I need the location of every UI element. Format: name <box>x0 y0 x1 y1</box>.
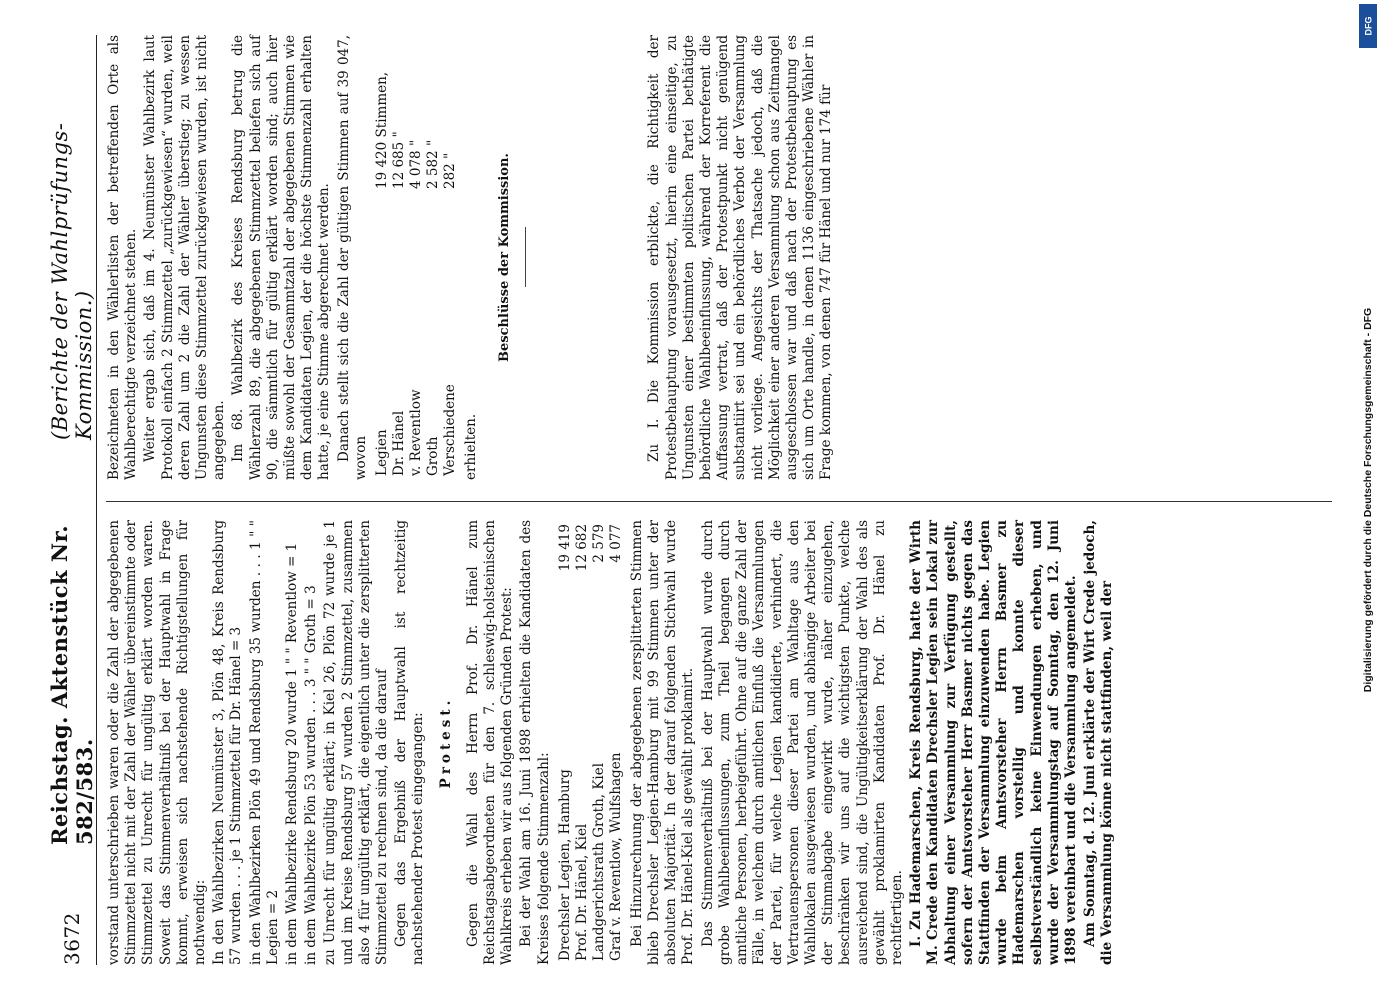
commission-heading: Beschlüsse der Kommission. <box>496 153 512 362</box>
table-row <box>391 35 408 480</box>
paragraph: Gegen die Wahl des Herrn Prof. Dr. Hänel zum Reichstagsabgeordneten für den 7. schleswig-holsteinischen Wahlkreis erheben wir aus folgenden Gründen Protest: <box>464 520 515 965</box>
running-title: Reichstag. Aktenstück Nr. 582/583. <box>46 524 97 845</box>
paragraph: Weiter ergab sich, daß im 4. Neumünster Wahlbezirk laut Protokoll einfach 2 Stimmzettel „zurückgewiesen“ wurden, weil deren Zahl um 2 die Zahl der Wähler überstieg; zu wessen Ungunsten diese Stimmzettel zurückgewiesen wurden, ist nicht angegeben. <box>141 35 227 480</box>
table-row <box>590 520 607 965</box>
table-row <box>556 520 573 965</box>
paragraph: Bezeichneten in den Wählerlisten der betreffenden Orte als Wahlberechtigte verzeichnet stehen. <box>105 35 139 480</box>
list-item: in dem Wahlbezirke Plön 53 wurden . . . 3 " " Groth = 3 <box>302 585 319 965</box>
table-row <box>425 35 442 480</box>
credit-text: Digitalisierung gefördert durch die Deutsche Forschungsgemeinschaft - DFG <box>1362 307 1374 693</box>
table-row <box>374 35 391 480</box>
paragraph: Gegen das Ergebniß der Hauptwahl ist rechtzeitig nachstehender Protest eingegangen: <box>392 520 426 965</box>
votes-table <box>556 520 624 965</box>
paragraph: Am Sonntag, d. 12. Juni erklärte der Wirt Crede jedoch, die Versammlung könne nicht stattfinden, weil der <box>1081 520 1115 965</box>
paragraph: Zu I. Die Kommission erblickte, die Richtigkeit der Protestbehauptung vorausgesetzt, hierin eine einseitige, zu Ungunsten einer bestimmten politischen Partei bethätigte behördliche Wahlbeeinflussung, während der Korreferent die Auffassung vertrat, daß der Protestpunkt nicht genügend substantiirt sei und ein behördliches Verbot der Versammlung nicht vorliege. Angesichts der Thatsache jedoch, daß die Möglichkeit einer anderen Versammlung schon aus Zeitmangel ausgeschlossen war und daß nach der Protestbehauptung es sich um Orte handle, in denen 1136 eingeschriebene Wähler in Frage kommen, von denen 747 für Hänel und nur 174 für <box>645 35 834 480</box>
table-row <box>408 35 425 480</box>
candidate-name: Graf v. Reventlow, Wulfshagen <box>607 752 624 961</box>
paragraph: erhielten. <box>462 413 479 480</box>
paragraph: Das Stimmenverhältniß bei der Hauptwahl wurde durch grobe Wahlbeeinflussungen, zum Theil begangen durch amtliche Personen, herbeigeführt. Ohne auf die ganze Zahl der Fälle, in welchem durch amtlichen Einfluß die Versammlungen der Partei, für welche Legien kandidierte, verhindert, die Vertrauenspersonen dieser Partei am Wahltage aus den Wahllokalen ausgewiesen wurden, und abhängige Arbeiter bei der Stimmabgabe eingewirkt wurde, näher einzugehen, beschränken wir uns auf die wichtigsten Punkte, welche ausreichend sind, die Ungültigkeitserklärung der Wahl des als gewählt proklamirten Kandidaten Prof. Dr. Hänel zu rechtfertigen. <box>699 520 905 965</box>
candidate-name: Drechsler Legien, Hamburg <box>556 769 573 961</box>
protest-heading: Protest. <box>437 696 454 789</box>
rotated-page <box>46 35 1332 965</box>
left-column <box>106 520 1332 965</box>
paragraph: Bei Hinzurechnung der abgegebenen zersplitterten Stimmen blieb Drechsler Legien-Hamburg mit 99 Stimmen unter der absoluten Majorität. In der darauf folgenden Stichwahl wurde Prof. Dr. Hänel-Kiel als gewählt proklamirt. <box>628 520 696 965</box>
logo-text: DFG <box>1363 16 1373 36</box>
vote-count: 12 685 " <box>390 131 407 189</box>
list-item: In den Wahlbezirken Neumünster 3, Plön 48, Kreis Rendsburg 57 wurden . . . je 1 Stimmzettel für Dr. Hänel = 3 <box>210 520 244 965</box>
candidate-name: Groth <box>424 436 441 476</box>
vote-count: 19 420 Stimmen, <box>373 71 390 189</box>
paragraph: Danach stellt sich die Zahl der gültigen Stimmen auf 39 047, wovon <box>335 35 369 480</box>
candidate-name: Dr. Hänel <box>390 410 407 476</box>
vote-count: 4 077 <box>607 524 624 563</box>
dfg-logo <box>1359 4 1377 48</box>
digitization-credit <box>1357 10 1379 990</box>
right-column <box>106 35 1332 480</box>
candidate-name: Landgerichtsrath Groth, Kiel <box>590 762 607 961</box>
vote-count: 4 078 " <box>407 139 424 189</box>
candidate-name: Legien <box>373 429 390 476</box>
column-divider <box>106 501 1332 502</box>
paragraph: Im 68. Wahlbezirk des Kreises Rendsburg betrug die Wählerzahl 89, die abgegebenen Stimmzettel beliefen sich auf 90, die sämmtlich für gültig erklärt worden sind; auch hier müßte sowohl der Gesammtzahl der abgegebenen Stimmen wie dem Kandidaten Legien, der die höchste Stimmenzahl erhalten hatte, je eine Stimme abgerechnet werden. <box>229 35 332 480</box>
vote-count: 19 419 <box>556 524 573 572</box>
paragraph: vorstand unterschrieben waren oder die Zahl der abgegebenen Stimmzettel nicht mit der Zahl der Wähler übereinstimmte oder Stimmzettel zu Unrecht für ungültig erklärt worden waren. Soweit das Stimmenverhältniß bei der Hauptwahl in Frage kommt, erweisen sich nachstehende Richtigstellungen für nothwendig: <box>105 520 208 965</box>
vote-count: 2 582 " <box>424 139 441 189</box>
table-row <box>573 520 590 965</box>
header-rule <box>96 35 97 965</box>
vote-count: 2 579 <box>590 524 607 563</box>
candidate-name: Verschiedene <box>441 384 458 476</box>
candidate-name: Prof. Dr. Hänel, Kiel <box>573 823 590 961</box>
paragraph: zu Unrecht für ungültig erklärt; in Kiel 26, Plön 72 wurde je 1 und im Kreise Rendsburg 57 wurden 2 Stimmzettel, zusammen also 4 für ungültig erklärt, die eigentlich unter die zersplitterten Stimmzettel zu rechnen sind, da die darauf <box>321 520 390 965</box>
results-table <box>374 35 459 480</box>
paragraph: Bei der Wahl am 16. Juni 1898 erhielten die Kandidaten des Kreises folgende Stimmenzahl: <box>517 520 552 965</box>
table-row <box>607 520 624 965</box>
table-row <box>442 35 459 480</box>
vote-count: 282 " <box>441 152 458 189</box>
vote-count: 12 682 <box>573 524 590 572</box>
page-number: 3672 <box>59 912 84 965</box>
section-title: (Berichte der Wahlprüfungs-Kommission.) <box>47 122 96 440</box>
list-item: in dem Wahlbezirke Rendsburg 20 wurde 1 " " Reventlow = 1 <box>283 542 300 965</box>
page-header <box>46 35 97 965</box>
list-item: in den Wahlbezirken Plön 49 und Rendsburg 35 wurden . . . 1 " " Legien = 2 <box>247 520 281 965</box>
short-rule <box>525 228 526 288</box>
candidate-name: v. Reventlow <box>407 389 424 476</box>
paragraph: I. Zu Hademarschen, Kreis Rendsburg, hatte der Wirth M. Crede den Kandidaten Drechsler Legien sein Lokal zur Abhaltung einer Versammlung zur Verfügung gestellt, sofern der Amtsvorsteher Herr Basmer nichts gegen das Stattfinden der Versammlung einzuwenden habe. Legien wurde beim Amtsvorsteher Herrn Basmer zu Hademarschen vorstellig und konnte dieser selbstverständlich keine Einwendungen erheben, und wurde der Versammlungstag auf Sonntag, den 12. Juni 1898 vereinbart und die Versammlung angemeldet. <box>907 520 1079 965</box>
